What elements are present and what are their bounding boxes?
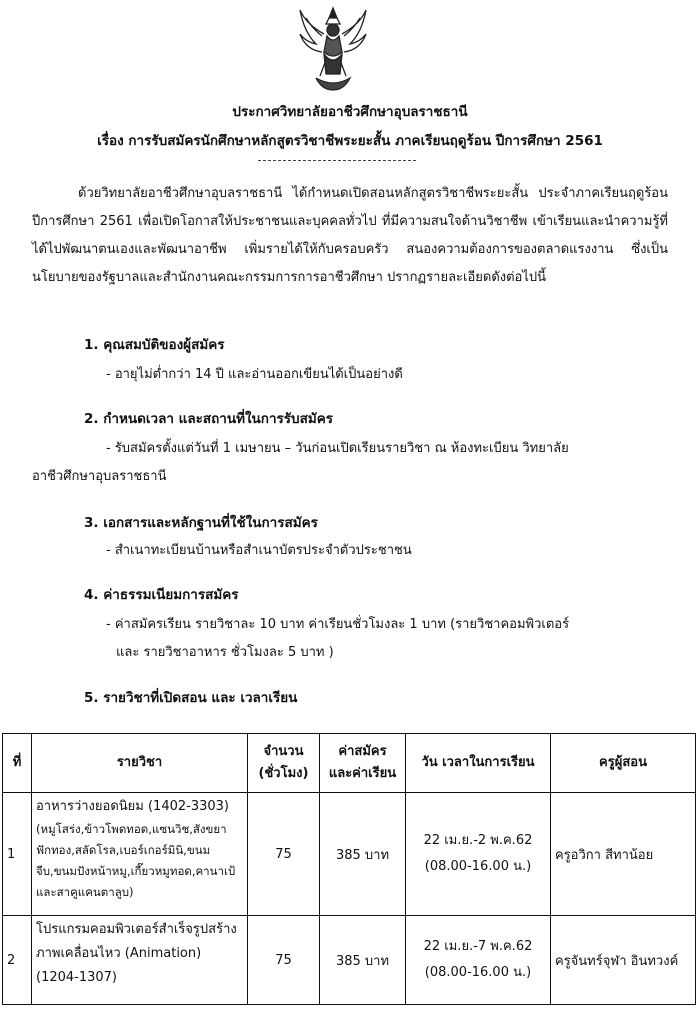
row-subject [32,793,248,916]
subject-name: โปรแกรมคอมพิวเตอร์สำเร็จรูปสร้างภาพเคลื่อนไหว (Animation) (1204-1307) [36,922,237,985]
row-hours: 75 [248,916,320,1005]
section-2-item-cont: อาชีวศึกษาอุบลราชธานี [32,469,167,484]
announcement-title: ประกาศวิทยาลัยอาชีวศึกษาอุบลราชธานี [232,104,468,120]
table-row [3,793,696,916]
table-header-row [3,734,696,793]
row-teacher: ครูอวิกา สีทาน้อย [551,793,696,916]
subject-name: อาหารว่างยอดนิยม (1402-3303) [36,799,229,814]
section-4-item-cont: และ รายวิชาอาหาร ชั่วโมงละ 5 บาท ) [116,645,334,660]
subject-detail: (หมูโสร่ง,ข้าวโพดทอด,แซนวิช,สังขยาฟักทอง,สลัดโรล,เบอร์เกอร์มินิ,ขนมจีบ,ขนมปังหน้าหมู,เกี๊ยวหมูทอด,คานาเป้ และสาคูแคนตาลูบ) [36,822,236,899]
title-divider [258,160,416,161]
section-3-item: - สำเนาทะเบียนบ้านหรือสำเนาบัตรประจำตัวประชาชน [106,543,412,558]
row-fee: 385 บาท [320,793,406,916]
row-no: 1 [3,793,32,916]
table-row [3,916,696,1005]
schedule-date: 22 เม.ย.-7 พ.ค.62 [423,939,533,954]
section-heading-3: 3. เอกสารและหลักฐานที่ใช้ในการสมัคร [84,515,318,531]
row-schedule [406,793,551,916]
col-header-no: ที่ [3,734,32,793]
row-no: 2 [3,916,32,1005]
section-2-item: - รับสมัครตั้งแต่วันที่ 1 เมษายน – วันก่อนเปิดเรียนรายวิชา ณ ห้องทะเบียน วิทยาลัย [106,441,569,456]
col-header-fee: ค่าสมัคร และค่าเรียน [320,734,406,793]
section-heading-5: 5. รายวิชาที่เปิดสอน และ เวลาเรียน [84,690,298,706]
section-4-item: - ค่าสมัครเรียน รายวิชาละ 10 บาท ค่าเรียนชั่วโมงละ 1 บาท (รายวิชาคอมพิวเตอร์ [106,617,570,632]
section-heading-1: 1. คุณสมบัติของผู้สมัคร [84,337,225,353]
row-schedule [406,916,551,1005]
section-heading-4: 4. ค่าธรรมเนียมการสมัคร [84,587,239,603]
schedule-date: 22 เม.ย.-2 พ.ค.62 [423,833,533,848]
row-subject [32,916,248,1005]
section-heading-2: 2. กำหนดเวลา และสถานที่ในการรับสมัคร [84,411,334,427]
col-header-hours: จำนวน (ชั่วโมง) [248,734,320,793]
schedule-time: (08.00-16.00 น.) [424,965,532,980]
col-header-teacher: ครูผู้สอน [551,734,696,793]
intro-paragraph: ด้วยวิทยาลัยอาชีวศึกษาอุบลราชธานี ได้กำหนดเปิดสอนหลักสูตรวิชาชีพระยะสั้น ประจำภาคเรียนฤดูร้อน ปีการศึกษา 2561 เพื่อเปิดโอกาสให้ประชาชนและบุคคลทั่วไป ที่มีความสนใจด้านวิชาชีพ เข้าเรียนและนำความรู้ที่ได้ไปพัฒนาตนเองและพัฒนาอาชีพ เพิ่มรายได้ให้กับครอบครัว สนองความต้องการของตลาดแรงงาน ซึ่งเป็นนโยบายของรัฐบาลและสำนักงานคณะกรรมการการอาชีวศึกษา ปรากฏรายละเอียดดังต่อไปนี้ [32,186,668,285]
section-1-item: - อายุไม่ต่ำกว่า 14 ปี และอ่านออกเขียนได้เป็นอย่างดี [106,367,403,382]
col-header-subject: รายวิชา [32,734,248,793]
row-hours: 75 [248,793,320,916]
row-fee: 385 บาท [320,916,406,1005]
course-table [2,733,696,1005]
col-header-schedule: วัน เวลาในการเรียน [406,734,551,793]
schedule-time: (08.00-16.00 น.) [424,859,532,874]
row-teacher: ครูจันทร์จุฬา อินทวงค์ [551,916,696,1005]
announcement-subject: เรื่อง การรับสมัครนักศึกษาหลักสูตรวิชาชีพระยะสั้น ภาคเรียนฤดูร้อน ปีการศึกษา 2561 [97,133,603,149]
garuda-emblem-icon [296,4,370,92]
